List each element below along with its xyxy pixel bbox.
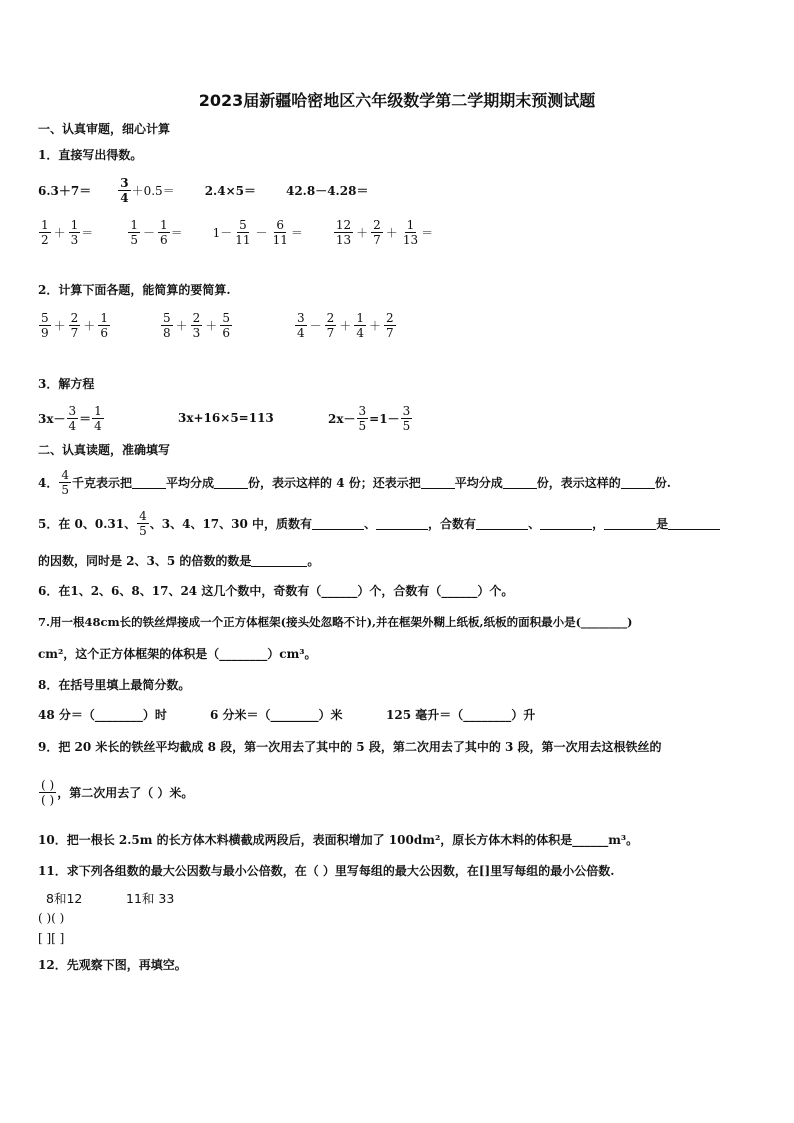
q12: 12．先观察下图，再填空。 [38, 958, 187, 972]
q7-line-2: cm²，这个正方体框架的体积是（________）cm³。 [38, 647, 317, 661]
q11-gcd-parens[interactable]: ( )( ) [38, 911, 65, 925]
q5-blank-4[interactable] [540, 517, 592, 530]
section-2-heading: 二、认真读题，准确填写 [38, 443, 171, 457]
q11-lcm-brackets[interactable]: [ ][ ] [38, 931, 65, 945]
q2-expr-c: $\frac{3}{4}$ － $\frac{2}{7}$ ＋ $\frac{1}{4}$ ＋ $\frac{2}{7}$ [297, 310, 394, 340]
q4-blank-4[interactable] [503, 476, 537, 489]
q9-line-1: 9．把 20 米长的铁丝平均截成 8 段，第一次用去了其中的 5 段，第二次用去了其中的 3 段，第一次用去这根铁丝的 [38, 740, 662, 754]
q11-group-1: 8和12 [46, 891, 83, 906]
q11: 11．求下列各组数的最大公因数与最小公倍数，在（ ）里写每组的最大公因数，在[]里写每组的最小公倍数. [38, 864, 615, 878]
q3-eq-a: 3x－ $\frac{3}{4}$ ＝ $\frac{1}{4}$ [38, 403, 102, 433]
q5-blank-5[interactable] [604, 517, 656, 530]
q2-label: 2．计算下面各题，能简算的要简算. [38, 283, 231, 297]
q1-row1 [38, 172, 368, 208]
q4-blank-2[interactable] [214, 476, 248, 489]
q1-r1c: 2.4×5＝ [204, 183, 256, 198]
q8-c: 125 毫升＝（________）升 [386, 708, 536, 722]
q1-r1b-fraction: $\frac{3}{4}$ [120, 175, 129, 205]
q4-blank-3[interactable] [421, 476, 455, 489]
q6: 6．在1、2、6、8、17、24 这几个数中，奇数有（______）个，合数有（______）个。 [38, 584, 514, 598]
q1-r1a: 6.3＋7＝ [38, 183, 92, 198]
q1-r1b-tail: ＋0.5＝ [131, 183, 175, 198]
page-title: 2023届新疆哈密地区六年级数学第二学期期末预测试题 [198, 91, 596, 110]
q10: 10．把一根长 2.5m 的长方体木料横截成两段后，表面积增加了 100dm²，原长方体木料的体积是______m³。 [38, 833, 639, 847]
q3-label: 3．解方程 [38, 377, 95, 391]
q5-blank-3[interactable] [476, 517, 528, 530]
q8-b: 6 分米＝（________）米 [210, 708, 343, 722]
q2-expr-b: $\frac{5}{8}$ ＋ $\frac{2}{3}$ ＋ $\frac{5}{6}$ [163, 310, 230, 340]
q2-expr-a: $\frac{5}{9}$ ＋ $\frac{2}{7}$ ＋ $\frac{1}{6}$ [41, 310, 108, 340]
q5-line-1: 5．在 0、0.31、 $\frac{4}{5}$ 、3、4、17、30 中，质数有 、 ，合数有 、 ， 是 [38, 505, 720, 541]
q7-line-1: 7.用一根48cm长的铁丝焊接成一个正方体框架(接头处忽略不计),并在框架外糊上纸板,纸板的面积最小是(________) [38, 615, 633, 629]
q8-label: 8．在括号里填上最简分数。 [38, 678, 191, 692]
q5-blank-1[interactable] [312, 517, 364, 530]
q4: 4． $\frac{4}{5}$ 千克表示把 平均分成 份，表示这样的 4 份；还表示把 平均分成 份，表示这样的 份. [38, 467, 671, 497]
q8-a: 48 分＝（________）时 [38, 708, 167, 722]
q5-blank-6[interactable] [668, 517, 720, 530]
q1-label: 1．直接写出得数。 [38, 148, 143, 162]
q9-line-2: $\frac{( )}{( )}$ ，第二次用去了（ ）米。 [41, 777, 194, 807]
q3-eq-c: 2x－ $\frac{3}{5}$ =1－ $\frac{3}{5}$ [328, 403, 411, 433]
q11-group-2: 11和 33 [126, 891, 175, 906]
q3-eq-b: 3x+16×5=113 [178, 411, 274, 425]
q1-row2: $\frac{1}{2}$ ＋ $\frac{1}{3}$ ＝ $\frac{1}{5}$ － $\frac{1}{6}$ ＝ 1－ $\frac{5}{11}$ － $\frac{6}{11}$ ＝ $\frac{12}{13}$ ＋ $\frac{2}{7}$ ＋ $\frac{1}{13}$ ＝ [41, 217, 434, 247]
q5-blank-7[interactable] [251, 554, 307, 567]
section-1-heading: 一、认真审题，细心计算 [38, 122, 171, 136]
q5-line-2: 的因数，同时是 2、3、5 的倍数的数是 。 [38, 553, 320, 568]
q1-r1d: 42.8－4.28＝ [285, 183, 369, 198]
q9-fraction-blank[interactable]: $\frac{( )}{( )}$ [41, 777, 55, 807]
q4-blank-5[interactable] [621, 476, 655, 489]
q5-blank-2[interactable] [376, 517, 428, 530]
q4-blank-1[interactable] [132, 476, 166, 489]
